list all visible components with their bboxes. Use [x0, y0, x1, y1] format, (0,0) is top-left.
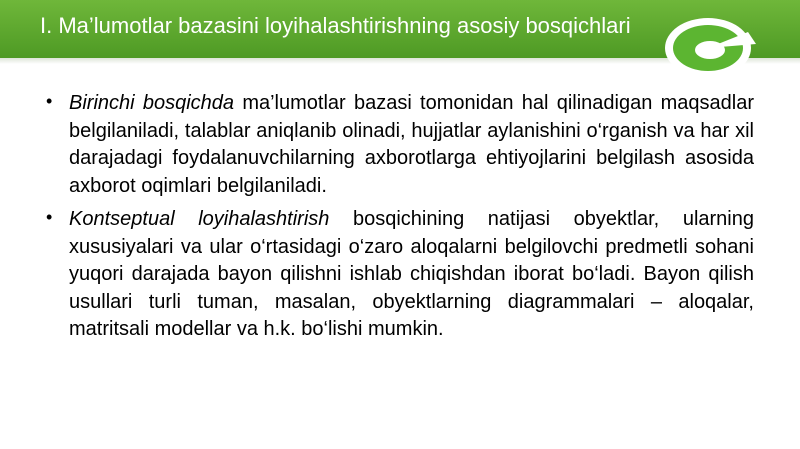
- bullet-marker: •: [46, 207, 53, 227]
- bullet-text: bosqichining natijasi obyektlar, ularning xususiyalari va ular o‘rtasidagi o‘zaro aloqalarni belgilovchi predmetli sohani yuqori darajada bayon qilishni ishlab chiqishdan iborat bo‘ladi. Bayon qilish usullari turli tuman, masalan, obyektlarning diagrammalari – aloqalar, matritsali modellar va h.k. bo‘lishi mumkin.: [69, 208, 754, 340]
- logo-icon: [660, 8, 760, 82]
- bullet-text: ma’lumotlar bazasi tomonidan hal qilinadigan maqsadlar belgilaniladi, talablar aniqlanib olinadi, hujjatlar aylanishini o‘rganish va har xil darajadagi foydalanuvchilarning axborotlarga ehtiyojlarini belgilash asosida axborot oqimlari belgilaniladi.: [69, 92, 754, 197]
- bullet-item: [46, 206, 754, 344]
- bullet-marker: •: [46, 91, 53, 111]
- bullet-lead-italic: Kontseptual loyihalashtirish: [69, 208, 330, 230]
- slide-body: [46, 90, 754, 350]
- bullet-lead-italic: Birinchi bosqichda: [69, 92, 235, 114]
- logo-inner-hole: [695, 41, 725, 59]
- bullet-item: [46, 90, 754, 200]
- slide-title: I. Ma’lumotlar bazasini loyihalashtirishning asosiy bosqichlari: [40, 13, 631, 38]
